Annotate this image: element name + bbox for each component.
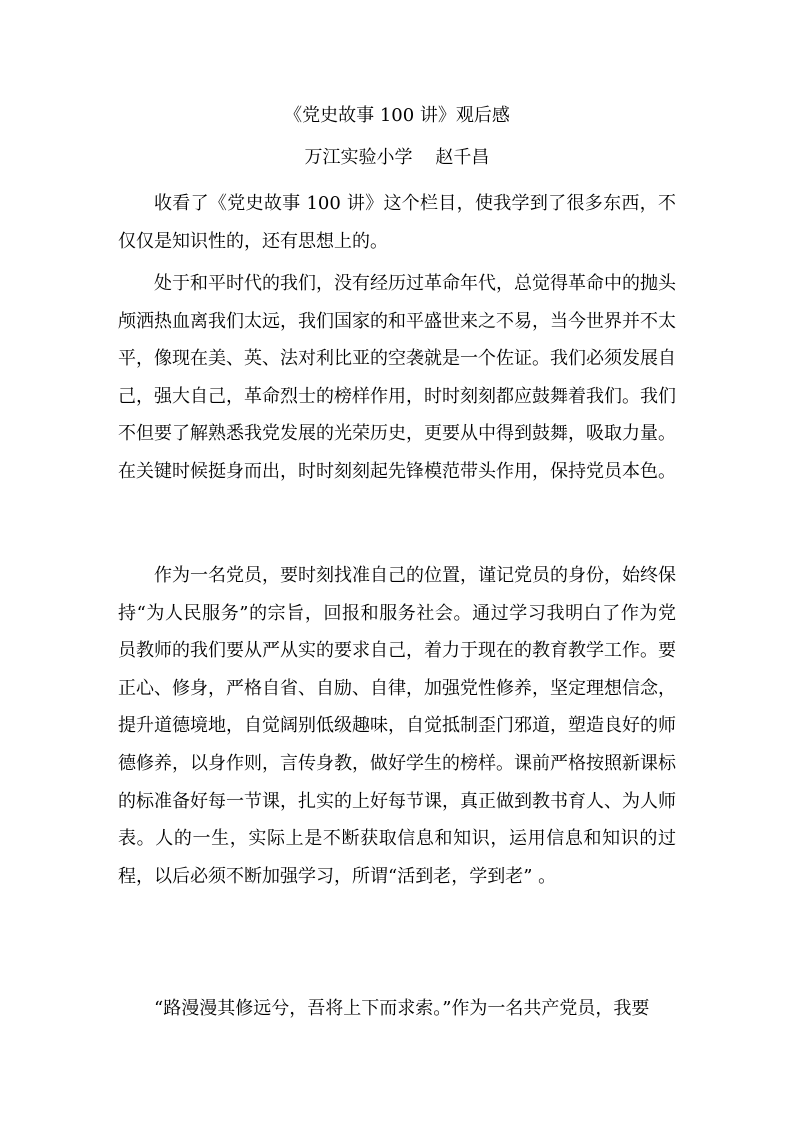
document-title: 《党史故事 100 讲》观后感 xyxy=(284,105,510,126)
paragraph-3: 作为一名党员，要时刻找准自己的位置，谨记党员的身份，始终保持“为人民服务”的宗旨，回报和服务社会。通过学习我明白了作为党员教师的我们要从严从实的要求自己，着力于现在的教育教学工作。要正心、修身，严格自省、自励、自律，加强党性修养，坚定理想信念，提升道德境地，自觉阔别低级趣味，自觉抵制歪门邪道，塑造良好的师德修养，以身作则，言传身教，做好学生的榜样。课前严格按照新课标的标准备好每一节课，扎实的上好每节课，真正做到教书育人、为人师表。人的一生，实际上是不断获取信息和知识，运用信息和知识的过程，以后必须不断加强学习，所谓“活到老，学到老” 。 xyxy=(118,565,676,887)
paragraph-1: 收看了《党史故事 100 讲》这个栏目，使我学到了很多东西，不仅仅是知识性的，还有思想上的。 xyxy=(118,193,676,252)
paragraph-2: 处于和平时代的我们，没有经历过革命年代，总觉得革命中的抛头颅洒热血离我们太远，我们国家的和平盛世来之不易，当今世界并不太平，像现在美、英、法对利比亚的空袭就是一个佐证。我们必须发展自己，强大自己，革命烈士的榜样作用，时时刻刻都应鼓舞着我们。我们不但要了解熟悉我党发展的光荣历史，更要从中得到鼓舞，吸取力量。在关键时候挺身而出，时时刻刻起先锋模范带头作用，保持党员本色。 xyxy=(118,273,676,482)
document-author: 万江实验小学 赵千昌 xyxy=(304,147,490,168)
paragraph-4: “路漫漫其修远兮，吾将上下而求索。”作为一名共产党员，我要 xyxy=(154,998,650,1019)
